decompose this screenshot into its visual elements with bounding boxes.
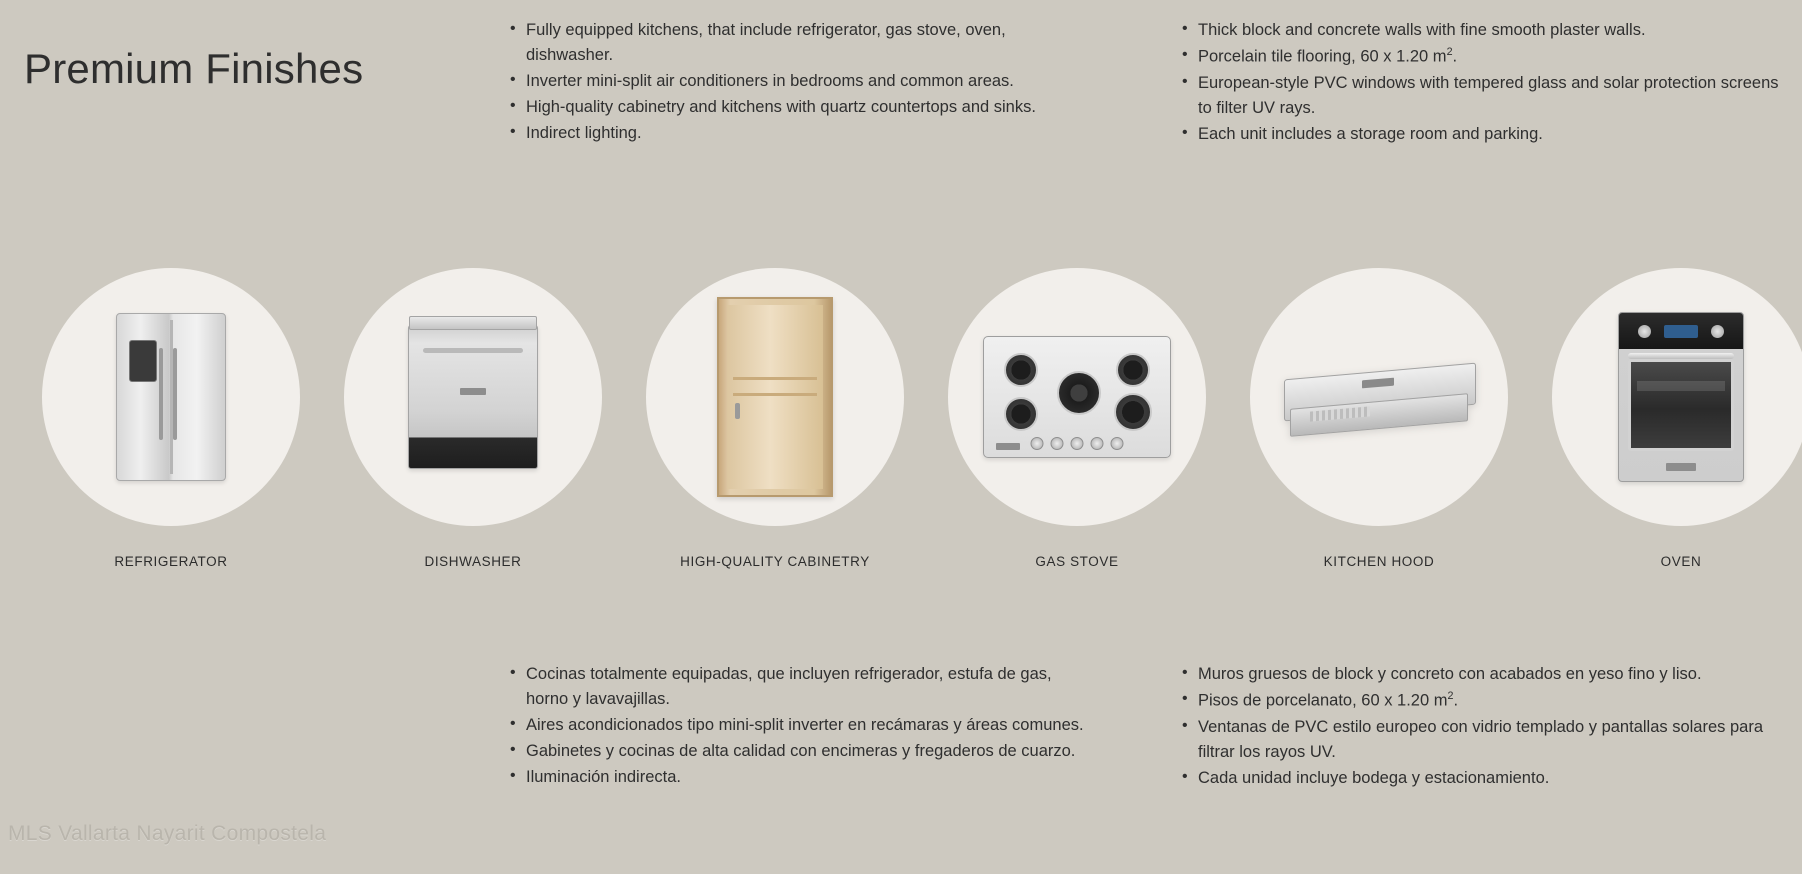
list-item: [1180, 688, 1800, 714]
stove-knob: [1071, 437, 1084, 450]
door-icon: [717, 297, 833, 497]
water-dispenser-icon: [129, 340, 157, 382]
superscript-two: 2: [1446, 46, 1453, 59]
product-image-circle: [1552, 268, 1802, 526]
product-gallery: [0, 268, 1802, 588]
english-features-left: [508, 18, 1088, 147]
fridge-handle-left: [159, 348, 163, 440]
stove-knob: [1111, 437, 1124, 450]
product-caption: HIGH-QUALITY CABINETRY: [680, 554, 870, 569]
product-image-circle: [344, 268, 602, 526]
spanish-features-left: [508, 662, 1088, 791]
list-item-text: Porcelain tile flooring, 60 x 1.20 m: [1198, 47, 1447, 66]
oven-knob-right: [1711, 325, 1724, 338]
product-image-circle: [1250, 268, 1508, 526]
dishwasher-top-panel: [409, 316, 537, 330]
door-groove-bottom: [733, 393, 817, 396]
product-image-circle: [948, 268, 1206, 526]
watermark: MLS Vallarta Nayarit Compostela: [8, 822, 327, 845]
oven-control-panel: [1619, 313, 1743, 349]
list-item: • Aires acondicionados tipo mini-split inverter en recámaras y áreas comunes.: [508, 713, 1088, 738]
burner-front-left: [1004, 353, 1038, 387]
brand-badge: [460, 388, 486, 395]
oven-icon: [1618, 312, 1744, 482]
brand-badge: [1666, 463, 1696, 471]
list-item-period: .: [1453, 691, 1459, 710]
product-caption: REFRIGERATOR: [114, 554, 228, 569]
page-title: Premium Finishes: [24, 45, 364, 93]
list-item: • Ventanas de PVC estilo europeo con vidrio templado y pantallas solares para filtrar los rayos UV.: [1180, 715, 1800, 765]
product-caption: DISHWASHER: [424, 554, 522, 569]
burner-rear-left: [1004, 397, 1038, 431]
product-caption: GAS STOVE: [1035, 554, 1119, 569]
list-item: • European-style PVC windows with tempered glass and solar protection screens to filter UV rays.: [1180, 71, 1780, 121]
door-leaf: [727, 305, 823, 489]
product-gas-stove: [948, 268, 1206, 588]
oven-knob-left: [1638, 325, 1651, 338]
list-item: • Fully equipped kitchens, that include refrigerator, gas stove, oven, dishwasher.: [508, 18, 1088, 68]
oven-door-glass: [1628, 359, 1734, 451]
door-groove-top: [733, 377, 817, 380]
list-item-text: Pisos de porcelanato, 60 x 1.20 m: [1198, 691, 1448, 710]
spanish-features-right: [1180, 662, 1800, 792]
product-image-circle: [646, 268, 904, 526]
list-item: • Cada unidad incluye bodega y estacionamiento.: [1180, 766, 1800, 791]
list-item: • Muros gruesos de block y concreto con acabados en yeso fino y liso.: [1180, 662, 1800, 687]
product-kitchen-hood: [1250, 268, 1508, 588]
list-item: • Indirect lighting.: [508, 121, 1088, 146]
product-cabinetry: [646, 268, 904, 588]
brand-badge: [996, 443, 1020, 450]
product-caption: OVEN: [1660, 554, 1702, 569]
burner-center: [1057, 371, 1101, 415]
list-item: • High-quality cabinetry and kitchens with quartz countertops and sinks.: [508, 95, 1088, 120]
stove-knob: [1091, 437, 1104, 450]
list-item: • Gabinetes y cocinas de alta calidad con encimeras y fregaderos de cuarzo.: [508, 739, 1088, 764]
list-item: [1180, 44, 1780, 70]
list-item: • Each unit includes a storage room and parking.: [1180, 122, 1780, 147]
gas-stove-icon: [983, 336, 1171, 458]
fridge-handle-right: [173, 348, 177, 440]
list-item-period: .: [1452, 47, 1458, 66]
product-caption: KITCHEN HOOD: [1323, 554, 1435, 569]
list-item: • Iluminación indirecta.: [508, 765, 1088, 790]
stove-knob-row: [1031, 437, 1124, 450]
dishwasher-icon: [408, 325, 538, 469]
product-image-circle: [42, 268, 300, 526]
stove-knob: [1031, 437, 1044, 450]
product-oven: [1552, 268, 1802, 588]
oven-display: [1664, 325, 1698, 338]
kitchen-hood-icon: [1284, 355, 1474, 439]
superscript-two: 2: [1447, 690, 1454, 703]
burner-front-right: [1116, 353, 1150, 387]
door-handle-icon: [735, 403, 740, 419]
list-item: • Thick block and concrete walls with fine smooth plaster walls.: [1180, 18, 1780, 43]
list-item: • Cocinas totalmente equipadas, que incluyen refrigerador, estufa de gas, horno y lavavajillas.: [508, 662, 1088, 712]
stove-knob: [1051, 437, 1064, 450]
list-item: • Inverter mini-split air conditioners in bedrooms and common areas.: [508, 69, 1088, 94]
product-refrigerator: [42, 268, 300, 588]
product-dishwasher: [344, 268, 602, 588]
english-features-right: [1180, 18, 1780, 148]
dishwasher-handle: [423, 348, 523, 353]
refrigerator-icon: [116, 313, 226, 481]
burner-rear-right: [1114, 393, 1152, 431]
